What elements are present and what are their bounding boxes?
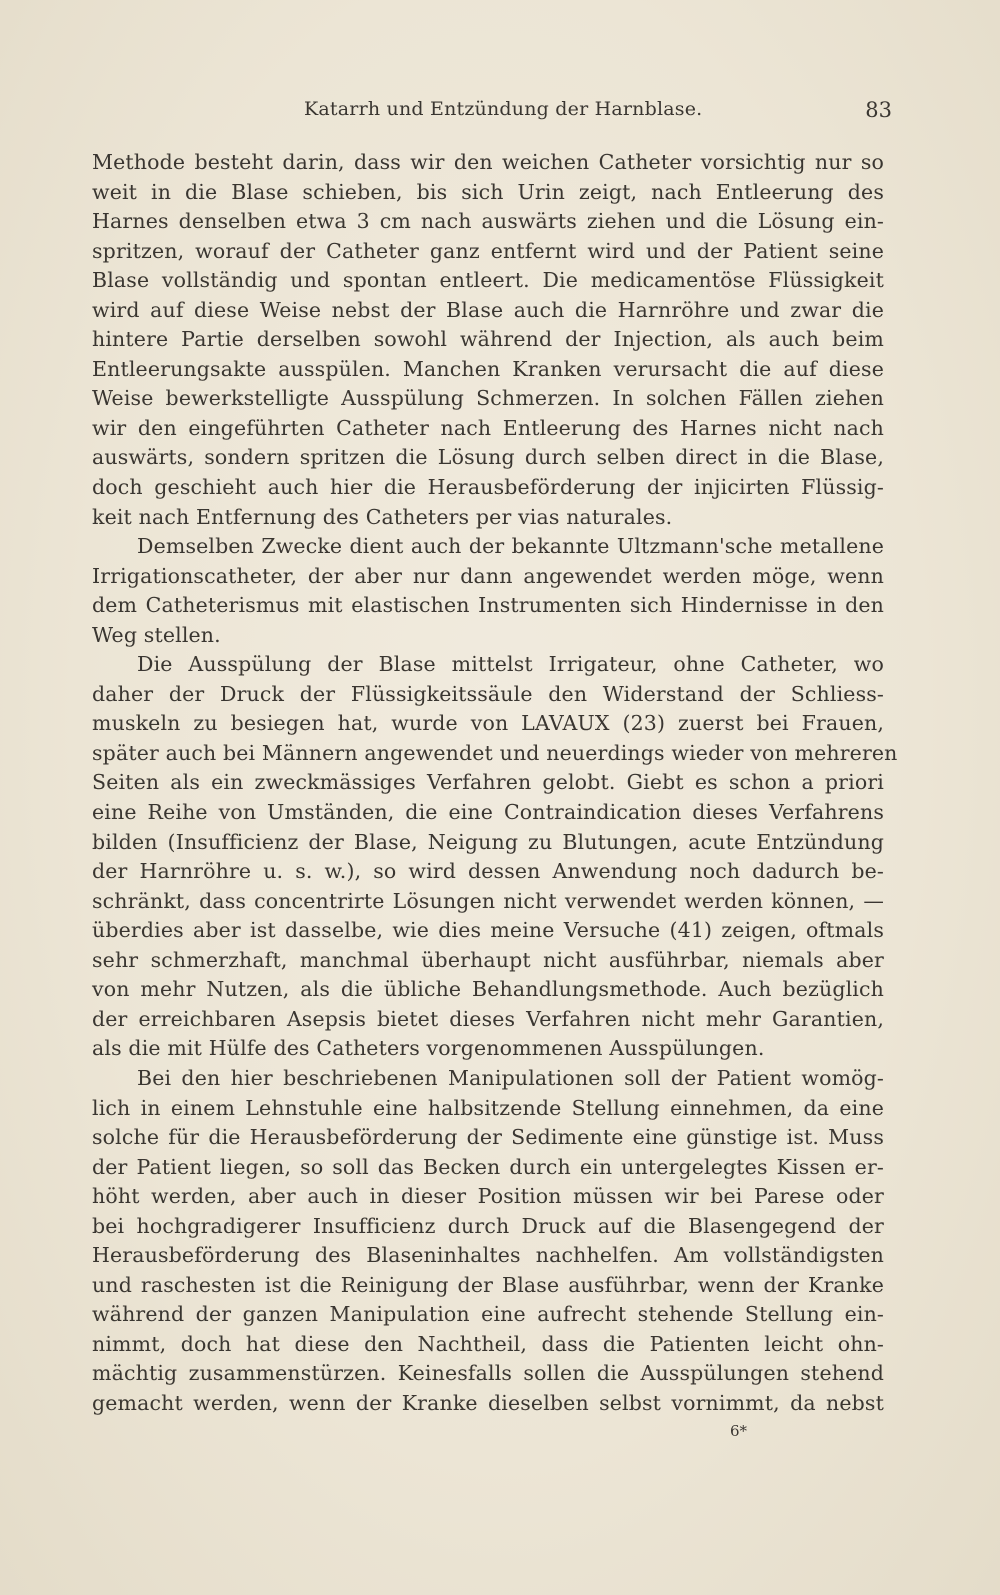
text-line: höht werden, aber auch in dieser Position müssen wir bei Parese oder (92, 1184, 884, 1209)
text-line: der erreichbaren Asepsis bietet dieses Verfahren nicht mehr Garantien, (92, 1006, 884, 1031)
text-line: solche für die Herausbeförderung der Sedimente eine günstige ist. Muss (92, 1125, 884, 1150)
text-line: sehr schmerzhaft, manchmal überhaupt nicht ausführbar, niemals aber (92, 947, 884, 972)
text-line: Seiten als ein zweckmässiges Verfahren gelobt. Giebt es schon a priori (92, 770, 884, 795)
text-line: keit nach Entfernung des Catheters per vias naturales. (92, 504, 673, 529)
signature-mark: 6* (730, 1422, 748, 1440)
text-line: als die mit Hülfe des Catheters vorgenommenen Ausspülungen. (92, 1036, 765, 1061)
text-line: später auch bei Männern angewendet und neuerdings wieder von mehreren (92, 740, 898, 765)
text-line: bilden (Insufficienz der Blase, Neigung zu Blutungen, acute Entzündung (92, 829, 884, 854)
text-line: Methode besteht darin, dass wir den weichen Catheter vorsichtig nur so (92, 150, 884, 174)
text-line: schränkt, dass concentrirte Lösungen nicht verwendet werden können, — (92, 888, 884, 913)
text-line: Entleerungsakte ausspülen. Manchen Kranken verursacht die auf diese (92, 356, 884, 381)
text-line: der Harnröhre u. s. w.), so wird dessen Anwendung noch dadurch be- (92, 859, 884, 884)
text-line: lich in einem Lehnstuhle eine halbsitzende Stellung einnehmen, da eine (92, 1095, 884, 1120)
text-line: nimmt, doch hat diese den Nachtheil, dass die Patienten leicht ohn- (92, 1331, 884, 1356)
text-line: wir den eingeführten Catheter nach Entleerung des Harnes nicht nach (92, 415, 884, 440)
text-line: Blase vollständig und spontan entleert. Die medicamentöse Flüssigkeit (92, 268, 884, 293)
text-line: spritzen, worauf der Catheter ganz entfernt wird und der Patient seine (92, 238, 884, 263)
text-line: Irrigationscatheter, der aber nur dann angewendet werden möge, wenn (92, 563, 884, 588)
text-line: Bei den hier beschriebenen Manipulationen soll der Patient womög- (137, 1065, 884, 1090)
text-line: mächtig zusammenstürzen. Keinesfalls sollen die Ausspülungen stehend (92, 1361, 884, 1386)
text-line: Die Ausspülung der Blase mittelst Irrigateur, ohne Catheter, wo (137, 652, 884, 677)
text-line: Weise bewerkstelligte Ausspülung Schmerzen. In solchen Fällen ziehen (92, 386, 884, 411)
text-line: wird auf diese Weise nebst der Blase auch die Harnröhre und zwar die (92, 297, 884, 322)
body-text (92, 148, 898, 1419)
text-line: weit in die Blase schieben, bis sich Urin zeigt, nach Entleerung des (92, 179, 884, 204)
page-number: 83 (865, 98, 892, 122)
text-line: auswärts, sondern spritzen die Lösung durch selben direct in die Blase, (92, 445, 884, 470)
text-line: Weg stellen. (92, 622, 221, 647)
text-line: Harnes denselben etwa 3 cm nach auswärts ziehen und die Lösung ein- (92, 209, 884, 234)
text-line: bei hochgradigerer Insufficienz durch Druck auf die Blasengegend der (92, 1213, 884, 1238)
text-line: während der ganzen Manipulation eine aufrecht stehende Stellung ein- (92, 1302, 884, 1327)
text-line: Herausbeförderung des Blaseninhaltes nachhelfen. Am vollständigsten (92, 1243, 884, 1268)
text-line: der Patient liegen, so soll das Becken durch ein untergelegtes Kissen er- (92, 1154, 884, 1179)
text-line: daher der Druck der Flüssigkeitssäule den Widerstand der Schliess- (92, 681, 884, 706)
text-line: doch geschieht auch hier die Herausbeförderung der injicirten Flüssig- (92, 475, 884, 500)
text-line: Demselben Zwecke dient auch der bekannte Ultzmann'sche metallene (137, 534, 884, 559)
running-head (92, 98, 892, 128)
text-line: und raschesten ist die Reinigung der Blase ausführbar, wenn der Kranke (92, 1272, 884, 1297)
text-line: eine Reihe von Umständen, die eine Contraindication dieses Verfahrens (92, 800, 884, 825)
text-line: hintere Partie derselben sowohl während der Injection, als auch beim (92, 327, 884, 352)
text-line: muskeln zu besiegen hat, wurde von LAVAUX (23) zuerst bei Frauen, (92, 711, 884, 736)
running-title: Katarrh und Entzündung der Harnblase. (304, 98, 703, 120)
text-line: dem Catheterismus mit elastischen Instrumenten sich Hindernisse in den (92, 593, 884, 618)
text-line: überdies aber ist dasselbe, wie dies meine Versuche (41) zeigen, oftmals (92, 918, 884, 943)
text-line: von mehr Nutzen, als die übliche Behandlungsmethode. Auch bezüglich (92, 977, 884, 1002)
text-line: gemacht werden, wenn der Kranke dieselben selbst vornimmt, da nebst (92, 1390, 884, 1415)
